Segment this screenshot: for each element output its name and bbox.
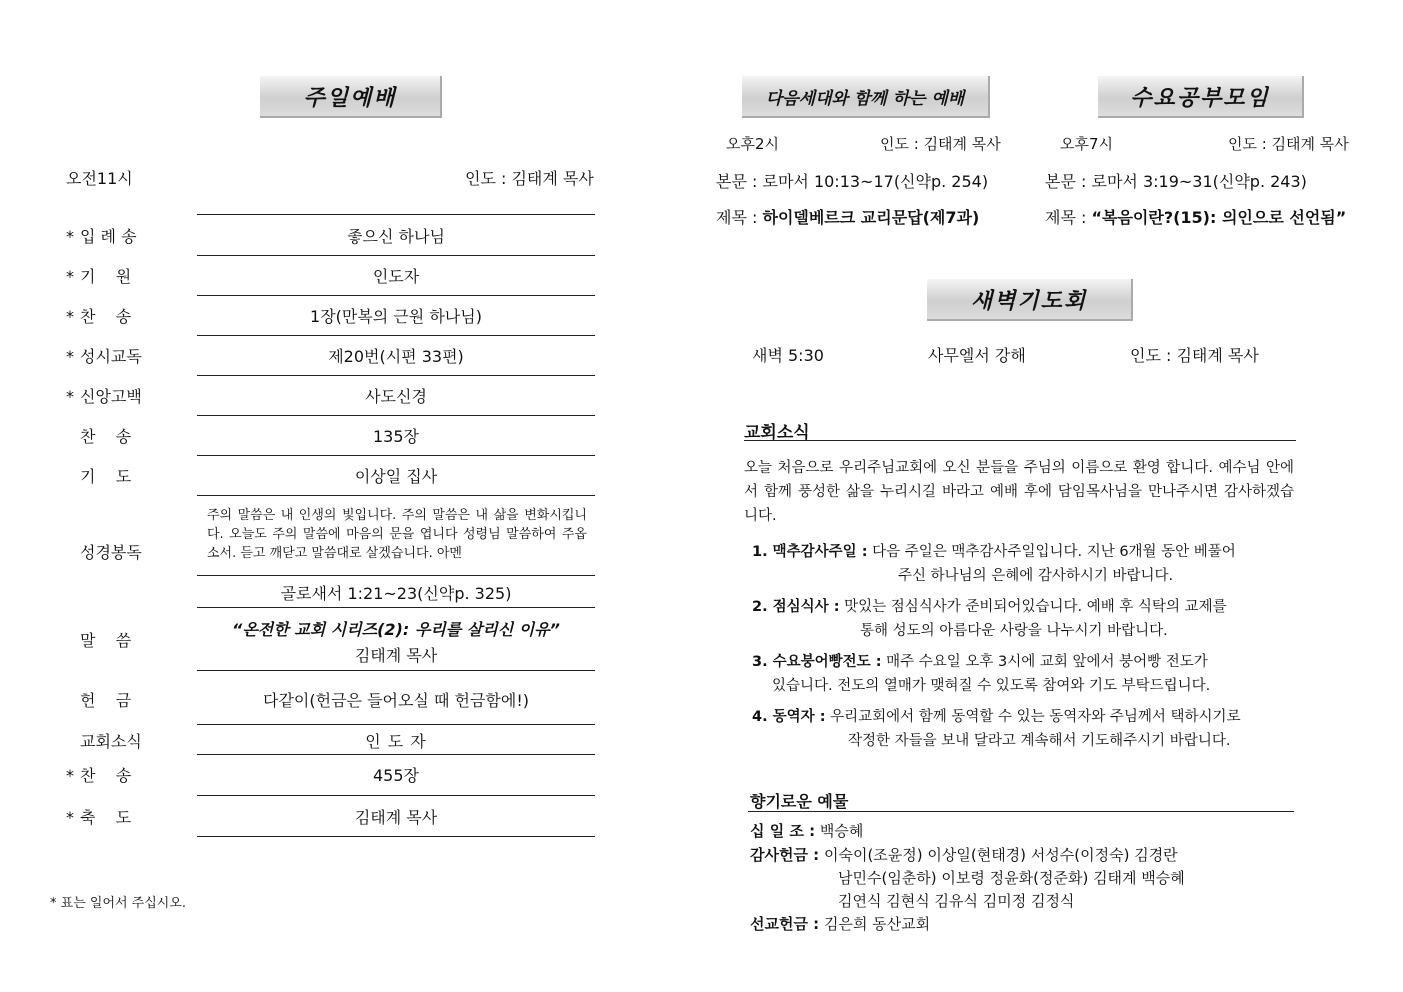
order-value: 사도신경	[365, 387, 427, 406]
nextgen-text: 본문 : 로마서 10:13~17(신약p. 254)	[716, 172, 989, 191]
sermon-preacher: 김태계 목사	[354, 646, 438, 665]
divider	[197, 375, 595, 376]
order-value: 135장	[373, 427, 419, 446]
benediction-value: 김태계 목사	[354, 808, 438, 827]
order-value: 인도자	[372, 267, 420, 286]
news-item-cont: 작정한 자들을 보내 달라고 계속해서 기도해주시기 바랍니다.	[848, 733, 1231, 749]
news-label: 교회소식	[80, 732, 142, 751]
dawn-place: 사무엘서 강해	[928, 346, 1026, 365]
divider	[197, 415, 595, 416]
wednesday-text: 본문 : 로마서 3:19~31(신약p. 243)	[1045, 172, 1307, 191]
news-item: 4. 동역자 : 우리교회에서 함께 동역할 수 있는 동역자와 주님께서 택하시기로	[752, 709, 1241, 725]
dawn-leader: 인도 : 김태계 목사	[1130, 346, 1259, 365]
nextgen-title: 제목 : 하이델베르크 교리문답(제7과)	[716, 208, 980, 227]
wednesday-time: 오후7시	[1060, 135, 1114, 153]
order-label: * 신앙고백	[66, 387, 142, 406]
order-label: 찬 송	[80, 427, 132, 446]
offerings-underline	[748, 811, 1294, 812]
divider	[197, 214, 595, 215]
divider	[197, 754, 595, 755]
reading-passage: 골로새서 1:21~23(신약p. 325)	[280, 584, 512, 603]
sermon-title: “온전한 교회 시리즈(2): 우리를 살리신 이유”	[232, 620, 560, 639]
order-label: * 성시교독	[66, 347, 142, 366]
thanks-row-cont: 김연식 김현식 김유식 김미정 김정식	[838, 892, 1075, 910]
news-underline	[744, 440, 1296, 441]
order-label: * 입 례 송	[66, 227, 137, 246]
offerings-title: 향기로운 예물	[750, 792, 849, 811]
order-value: 이상일 집사	[354, 467, 438, 486]
benediction-label: * 축 도	[66, 808, 132, 827]
divider	[197, 670, 595, 671]
order-label: * 찬 송	[66, 307, 132, 326]
order-label: * 기 원	[66, 267, 132, 286]
sunday-worship-banner	[260, 76, 442, 118]
order-label: 기 도	[80, 467, 132, 486]
divider	[197, 335, 595, 336]
order-value: 제20번(시편 33편)	[328, 347, 464, 366]
dawn-banner	[927, 279, 1133, 321]
banner-title: 주일예배	[303, 85, 397, 111]
divider	[197, 255, 595, 256]
offering-value: 다같이(헌금은 들어오실 때 헌금함에!)	[263, 691, 529, 710]
dawn-time: 새벽 5:30	[752, 346, 824, 365]
sunday-time: 오전11시	[66, 169, 133, 188]
news-intro: 오늘 처음으로 우리주님교회에 오신 분들을 주님의 이름으로 환영 합니다. 예수님 안에서 함께 풍성한 삶을 누리시길 바라고 예배 후에 담임목사님을 만나주시면 감사하겠습니다.	[744, 460, 1294, 524]
banner-title: 수요공부모임	[1130, 85, 1270, 111]
thanks-row-cont: 남민수(임춘하) 이보령 정윤화(정준화) 김태계 백승혜	[838, 869, 1185, 887]
divider	[197, 836, 595, 837]
divider	[197, 455, 595, 456]
footnote: * 표는 일어서 주십시오.	[50, 896, 187, 911]
hymn-label: * 찬 송	[66, 766, 132, 785]
thanks-row: 감사헌금 : 이숙이(조윤정) 이상일(현태경) 서성수(이정숙) 김경란	[750, 846, 1178, 864]
sunday-leader: 인도 : 김태계 목사	[465, 169, 594, 188]
divider	[197, 607, 595, 608]
order-value: 1장(만복의 근원 하나님)	[310, 307, 482, 326]
nextgen-time: 오후2시	[726, 135, 780, 153]
divider	[197, 295, 595, 296]
order-value: 좋으신 하나님	[347, 227, 445, 246]
banner-title: 다음세대와 함께 하는 예배	[765, 88, 965, 109]
sermon-label: 말 씀	[80, 631, 132, 650]
news-item: 3. 수요붕어빵전도 : 매주 수요일 오후 3시에 교회 앞에서 붕어빵 전도가	[752, 654, 1208, 670]
offering-label: 헌 금	[80, 691, 132, 710]
wednesday-banner	[1098, 76, 1304, 118]
reading-prayer: 주의 말씀은 내 인생의 빛입니다. 주의 말씀은 내 삶을 변화시킵니다. 오늘도 주의 말씀에 마음의 문을 엽니다 성령님 말씀하여 주옵소서. 듣고 깨닫고 말씀대로 살겠습니다. 아멘	[207, 508, 587, 561]
divider	[197, 724, 595, 725]
tithe-row: 십 일 조 : 백승혜	[750, 822, 864, 840]
divider	[197, 495, 595, 496]
mission-row: 선교헌금 : 김은희 동산교회	[750, 915, 931, 933]
news-title: 교회소식	[744, 423, 810, 443]
wednesday-leader: 인도 : 김태계 목사	[1228, 135, 1349, 153]
news-item: 2. 점심식사 : 맛있는 점심식사가 준비되어있습니다. 예배 후 식탁의 교제를	[752, 599, 1227, 615]
banner-title: 새벽기도회	[970, 288, 1088, 314]
divider	[197, 575, 595, 576]
divider	[197, 795, 595, 796]
hymn-value: 455장	[373, 766, 419, 785]
news-item-cont: 통해 성도의 아름다운 사랑을 나누시기 바랍니다.	[860, 623, 1168, 639]
news-value: 인 도 자	[365, 732, 427, 751]
wednesday-title: 제목 : “복음이란?(15): 의인으로 선언됨”	[1045, 208, 1347, 227]
nextgen-leader: 인도 : 김태계 목사	[880, 135, 1001, 153]
reading-label: 성경봉독	[80, 543, 142, 562]
nextgen-banner	[742, 76, 990, 118]
news-item-cont: 있습니다. 전도의 열매가 맺혀질 수 있도록 참여와 기도 부탁드립니다.	[772, 678, 1211, 694]
news-item-cont: 주신 하나님의 은혜에 감사하시기 바랍니다.	[898, 568, 1174, 584]
news-item: 1. 맥추감사주일 : 다음 주일은 맥추감사주일입니다. 지난 6개월 동안 베풀어	[752, 544, 1236, 560]
